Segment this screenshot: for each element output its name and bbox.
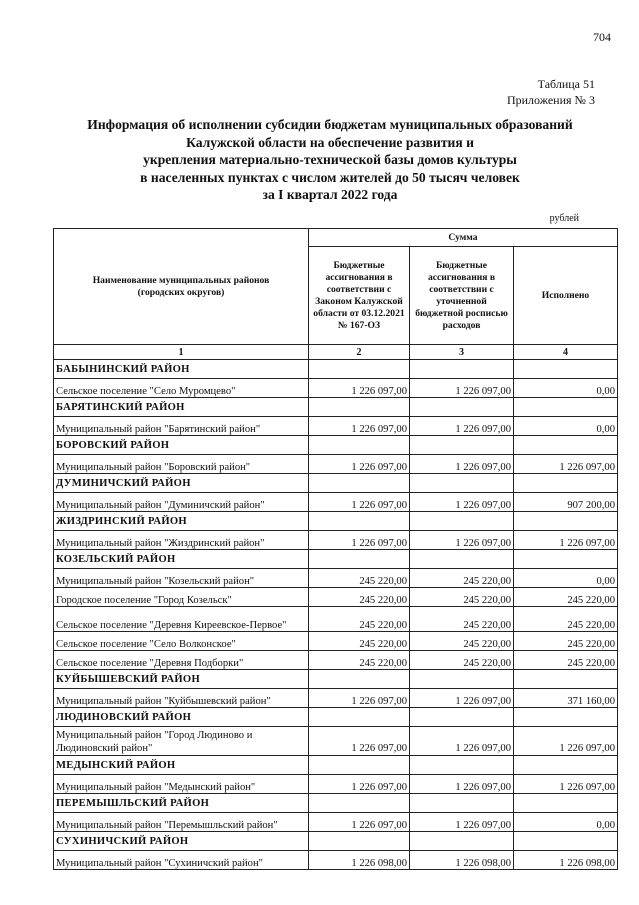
district-row	[54, 756, 618, 775]
municipality-name: Муниципальный район "Козельский район"	[54, 569, 309, 588]
empty-cell	[514, 670, 618, 689]
updated-allocation-value: 1 226 097,00	[410, 813, 514, 832]
table-row	[54, 775, 618, 794]
municipality-name: Сельское поселение "Село Волконское"	[54, 632, 309, 651]
subsidy-table	[53, 228, 618, 870]
header-executed: Исполнено	[514, 247, 618, 345]
table-row	[54, 455, 618, 474]
header-name-line: Наименование муниципальных районов	[92, 274, 270, 286]
updated-allocation-value: 1 226 097,00	[410, 493, 514, 512]
empty-cell	[309, 794, 410, 813]
empty-cell	[514, 832, 618, 851]
district-row	[54, 512, 618, 531]
district-name: ДУМИНИЧСКИЙ РАЙОН	[54, 474, 309, 493]
title-line: Информация об исполнении субсидии бюджетам муниципальных образований	[87, 117, 573, 132]
empty-cell	[309, 670, 410, 689]
district-row	[54, 794, 618, 813]
updated-allocation-value: 245 220,00	[410, 632, 514, 651]
updated-allocation-value: 1 226 097,00	[410, 531, 514, 550]
district-row	[54, 474, 618, 493]
table-header	[54, 229, 618, 360]
updated-allocation-value: 1 226 097,00	[410, 727, 514, 756]
table-row	[54, 651, 618, 670]
district-row	[54, 360, 618, 379]
table-row	[54, 689, 618, 708]
title-line: в населенных пунктах с числом жителей до 50 тысяч человек	[140, 169, 520, 185]
updated-allocation-value: 1 226 097,00	[410, 417, 514, 436]
municipality-name: Муниципальный район "Сухиничский район"	[54, 851, 309, 870]
table-row	[54, 569, 618, 588]
district-name: БАБЫНИНСКИЙ РАЙОН	[54, 360, 309, 379]
empty-cell	[309, 398, 410, 417]
empty-cell	[309, 756, 410, 775]
district-name: ЛЮДИНОВСКИЙ РАЙОН	[54, 708, 309, 727]
municipality-name: Муниципальный район "Думиничский район"	[54, 493, 309, 512]
district-name: КУЙБЫШЕВСКИЙ РАЙОН	[54, 670, 309, 689]
municipality-name: Муниципальный район "Барятинский район"	[54, 417, 309, 436]
district-row	[54, 398, 618, 417]
empty-cell	[410, 832, 514, 851]
updated-allocation-value: 245 220,00	[410, 651, 514, 670]
law-allocation-value: 1 226 097,00	[309, 379, 410, 398]
empty-cell	[410, 756, 514, 775]
executed-value: 0,00	[514, 417, 618, 436]
updated-allocation-value: 1 226 097,00	[410, 455, 514, 474]
executed-value: 245 220,00	[514, 588, 618, 607]
district-name: ПЕРЕМЫШЛЬСКИЙ РАЙОН	[54, 794, 309, 813]
updated-allocation-value: 245 220,00	[410, 588, 514, 607]
updated-allocation-value: 245 220,00	[410, 569, 514, 588]
table-row	[54, 531, 618, 550]
table-row	[54, 588, 618, 607]
municipality-name: Сельское поселение "Деревня Киреевское-Первое"	[54, 607, 309, 632]
header-sum: Сумма	[309, 229, 618, 247]
empty-cell	[514, 360, 618, 379]
law-allocation-value: 1 226 097,00	[309, 493, 410, 512]
table-row	[54, 727, 618, 756]
empty-cell	[410, 550, 514, 569]
empty-cell	[309, 708, 410, 727]
executed-value: 1 226 097,00	[514, 455, 618, 474]
law-allocation-value: 1 226 097,00	[309, 531, 410, 550]
updated-allocation-value: 1 226 097,00	[410, 379, 514, 398]
municipality-name: Сельское поселение "Деревня Подборки"	[54, 651, 309, 670]
column-number: 4	[514, 345, 618, 360]
table-row	[54, 493, 618, 512]
empty-cell	[514, 436, 618, 455]
table-reference	[507, 76, 595, 108]
empty-cell	[309, 436, 410, 455]
law-allocation-value: 245 220,00	[309, 569, 410, 588]
column-number: 1	[54, 345, 309, 360]
empty-cell	[514, 756, 618, 775]
empty-cell	[410, 474, 514, 493]
table-body	[54, 360, 618, 870]
district-row	[54, 708, 618, 727]
district-row	[54, 670, 618, 689]
empty-cell	[410, 398, 514, 417]
district-name: БОРОВСКИЙ РАЙОН	[54, 436, 309, 455]
empty-cell	[309, 550, 410, 569]
law-allocation-value: 1 226 097,00	[309, 689, 410, 708]
page-number: 704	[593, 30, 611, 44]
executed-value: 1 226 097,00	[514, 727, 618, 756]
district-name: КОЗЕЛЬСКИЙ РАЙОН	[54, 550, 309, 569]
empty-cell	[514, 708, 618, 727]
municipality-name: Муниципальный район "Медынский район"	[54, 775, 309, 794]
executed-value: 245 220,00	[514, 632, 618, 651]
executed-value: 1 226 097,00	[514, 775, 618, 794]
empty-cell	[410, 436, 514, 455]
law-allocation-value: 245 220,00	[309, 651, 410, 670]
executed-value: 907 200,00	[514, 493, 618, 512]
empty-cell	[514, 512, 618, 531]
table-row	[54, 417, 618, 436]
units-label: рублей	[549, 213, 579, 224]
table-row	[54, 607, 618, 632]
header-name-line: (городских округов)	[137, 286, 225, 298]
header-name-column	[54, 229, 309, 345]
updated-allocation-value: 1 226 098,00	[410, 851, 514, 870]
district-row	[54, 832, 618, 851]
table-row	[54, 632, 618, 651]
executed-value: 0,00	[514, 569, 618, 588]
empty-cell	[514, 398, 618, 417]
table-row	[54, 813, 618, 832]
empty-cell	[514, 474, 618, 493]
law-allocation-value: 1 226 097,00	[309, 417, 410, 436]
municipality-name: Муниципальный район "Куйбышевский район"	[54, 689, 309, 708]
law-allocation-value: 1 226 097,00	[309, 775, 410, 794]
table-row	[54, 851, 618, 870]
empty-cell	[410, 670, 514, 689]
municipality-name: Муниципальный район "Город Людиново и Людиновский район"	[54, 727, 309, 756]
title-line: за I квартал 2022 года	[262, 187, 398, 203]
table-number: Таблица 51	[537, 77, 595, 91]
executed-value: 0,00	[514, 813, 618, 832]
empty-cell	[410, 708, 514, 727]
header-law-allocations: Бюджетные ассигнования в соответствии с Законом Калужской области от 03.12.2021 № 167-ОЗ	[309, 247, 410, 345]
empty-cell	[309, 474, 410, 493]
empty-cell	[514, 794, 618, 813]
empty-cell	[309, 832, 410, 851]
district-row	[54, 550, 618, 569]
executed-value: 245 220,00	[514, 607, 618, 632]
header-updated-allocations: Бюджетные ассигнования в соответствии с уточненной бюджетной росписью расходов	[410, 247, 514, 345]
law-allocation-value: 1 226 097,00	[309, 455, 410, 474]
updated-allocation-value: 1 226 097,00	[410, 775, 514, 794]
updated-allocation-value: 1 226 097,00	[410, 689, 514, 708]
column-number: 2	[309, 345, 410, 360]
municipality-name: Муниципальный район "Жиздринский район"	[54, 531, 309, 550]
empty-cell	[410, 794, 514, 813]
updated-allocation-value: 245 220,00	[410, 607, 514, 632]
district-name: СУХИНИЧСКИЙ РАЙОН	[54, 832, 309, 851]
empty-cell	[410, 360, 514, 379]
law-allocation-value: 245 220,00	[309, 632, 410, 651]
executed-value: 371 160,00	[514, 689, 618, 708]
municipality-name: Сельское поселение "Село Муромцево"	[54, 379, 309, 398]
executed-value: 1 226 098,00	[514, 851, 618, 870]
title-line: Калужской области на обеспечение развития и	[186, 134, 474, 150]
empty-cell	[309, 512, 410, 531]
executed-value: 1 226 097,00	[514, 531, 618, 550]
executed-value: 245 220,00	[514, 651, 618, 670]
district-name: МЕДЫНСКИЙ РАЙОН	[54, 756, 309, 775]
law-allocation-value: 245 220,00	[309, 588, 410, 607]
district-row	[54, 436, 618, 455]
district-name: БАРЯТИНСКИЙ РАЙОН	[54, 398, 309, 417]
empty-cell	[309, 360, 410, 379]
law-allocation-value: 1 226 098,00	[309, 851, 410, 870]
executed-value: 0,00	[514, 379, 618, 398]
table-row	[54, 379, 618, 398]
title-line: укрепления материально-технической базы домов культуры	[143, 152, 517, 168]
law-allocation-value: 1 226 097,00	[309, 727, 410, 756]
district-name: ЖИЗДРИНСКИЙ РАЙОН	[54, 512, 309, 531]
empty-cell	[410, 512, 514, 531]
municipality-name: Муниципальный район "Перемышльский район"	[54, 813, 309, 832]
document-title	[60, 116, 600, 204]
municipality-name: Городское поселение "Город Козельск"	[54, 588, 309, 607]
empty-cell	[514, 550, 618, 569]
municipality-name: Муниципальный район "Боровский район"	[54, 455, 309, 474]
column-number: 3	[410, 345, 514, 360]
law-allocation-value: 1 226 097,00	[309, 813, 410, 832]
appendix-number: Приложения № 3	[506, 93, 595, 107]
law-allocation-value: 245 220,00	[309, 607, 410, 632]
